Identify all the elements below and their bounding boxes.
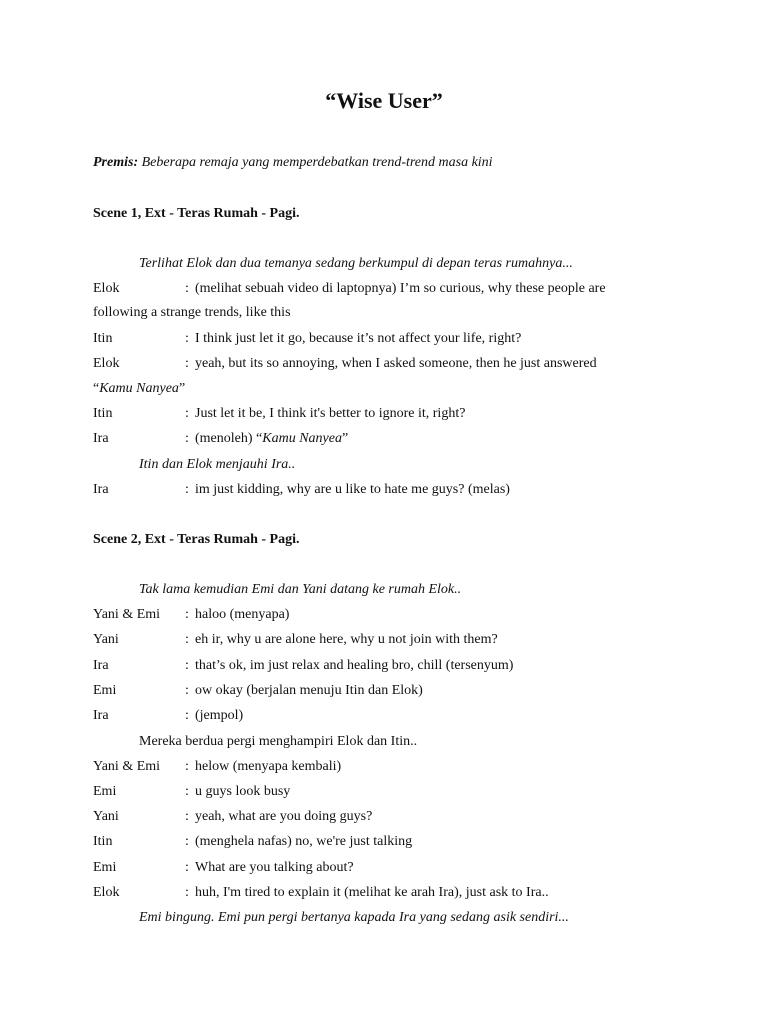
dialogue-text: eh ir, why u are alone here, why u not join with them?	[195, 632, 498, 647]
speaker: Yani & Emi	[93, 759, 161, 774]
dialogue-text: (melihat sebuah video di laptopnya) I’m so curious, why these people are	[195, 281, 606, 296]
dialogue-line	[93, 279, 693, 299]
colon: :	[185, 281, 189, 296]
colon: :	[185, 809, 189, 824]
dialogue-line	[93, 782, 693, 802]
open-quote: “	[93, 381, 100, 396]
dialogue-line	[93, 883, 693, 903]
speaker: Yani	[93, 632, 119, 647]
colon: :	[185, 406, 189, 421]
dialogue-line	[93, 630, 693, 650]
dialogue-text: (menghela nafas) no, we're just talking	[195, 834, 413, 849]
speaker: Itin	[93, 331, 113, 346]
speaker: Itin	[93, 406, 113, 421]
speaker: Yani & Emi	[93, 607, 161, 622]
speaker: Emi	[93, 860, 117, 875]
colon: :	[185, 885, 189, 900]
speaker: Ira	[93, 482, 109, 497]
dialogue-line	[93, 832, 693, 852]
dialogue-text: that’s ok, im just relax and healing bro, chill (tersenyum)	[195, 658, 514, 673]
stage-direction: Mereka berdua pergi menghampiri Elok dan Itin..	[139, 734, 418, 749]
colon: :	[185, 860, 189, 875]
colon: :	[185, 834, 189, 849]
dialogue-continuation	[93, 379, 185, 399]
colon: :	[185, 607, 189, 622]
colon: :	[185, 658, 189, 673]
dialogue-line	[93, 807, 693, 827]
colon: :	[185, 632, 189, 647]
speaker: Ira	[93, 658, 109, 673]
colon: :	[185, 331, 189, 346]
dialogue-line	[93, 681, 693, 701]
dialogue-line	[93, 354, 693, 374]
dialogue-text: yeah, what are you doing guys?	[195, 809, 373, 824]
dialogue-line	[93, 329, 693, 349]
dialogue-prefix: (menoleh) “	[195, 431, 263, 446]
dialogue-continuation: following a strange trends, like this	[93, 305, 291, 320]
scene-1-intro: Terlihat Elok dan dua temanya sedang berkumpul di depan teras rumahnya...	[139, 256, 573, 271]
dialogue-line	[93, 429, 693, 449]
scene-2-intro: Tak lama kemudian Emi dan Yani datang ke rumah Elok..	[139, 582, 462, 597]
scene-2-heading: Scene 2, Ext - Teras Rumah - Pagi.	[93, 532, 300, 547]
colon: :	[185, 482, 189, 497]
speaker: Elok	[93, 885, 120, 900]
dialogue-line	[93, 480, 693, 500]
close-quote: ”	[341, 431, 349, 446]
premise-line	[93, 153, 493, 173]
colon: :	[185, 683, 189, 698]
dialogue-text	[195, 429, 348, 449]
dialogue-text: What are you talking about?	[195, 860, 354, 875]
colon: :	[185, 759, 189, 774]
quoted-phrase: Kamu Nanyea	[99, 381, 179, 396]
dialogue-text: u guys look busy	[195, 784, 291, 799]
colon: :	[185, 431, 189, 446]
colon: :	[185, 356, 189, 371]
colon: :	[185, 708, 189, 723]
dialogue-line	[93, 656, 693, 676]
premise-label: Premis:	[93, 155, 139, 170]
dialogue-text: ow okay (berjalan menuju Itin dan Elok)	[195, 683, 423, 698]
colon: :	[185, 784, 189, 799]
speaker: Elok	[93, 356, 120, 371]
dialogue-text: yeah, but its so annoying, when I asked someone, then he just answered	[195, 356, 597, 371]
dialogue-text: im just kidding, why are u like to hate me guys? (melas)	[195, 482, 510, 497]
dialogue-line	[93, 858, 693, 878]
dialogue-text: haloo (menyapa)	[195, 607, 290, 622]
close-quote: ”	[178, 381, 186, 396]
speaker: Itin	[93, 834, 113, 849]
speaker: Ira	[93, 708, 109, 723]
dialogue-line	[93, 605, 693, 625]
speaker: Emi	[93, 683, 117, 698]
dialogue-line	[93, 706, 693, 726]
stage-direction: Itin dan Elok menjauhi Ira..	[139, 457, 296, 472]
dialogue-line	[93, 404, 693, 424]
stage-direction: Emi bingung. Emi pun pergi bertanya kapada Ira yang sedang asik sendiri...	[139, 910, 569, 925]
speaker: Elok	[93, 281, 120, 296]
dialogue-line	[93, 757, 693, 777]
dialogue-text: huh, I'm tired to explain it (melihat ke arah Ira), just ask to Ira..	[195, 885, 549, 900]
scene-1-heading: Scene 1, Ext - Teras Rumah - Pagi.	[93, 206, 300, 221]
premise-text: Beberapa remaja yang memperdebatkan trend-trend masa kini	[138, 155, 493, 170]
dialogue-text: helow (menyapa kembali)	[195, 759, 342, 774]
dialogue-text: (jempol)	[195, 708, 244, 723]
dialogue-text: Just let it be, I think it's better to ignore it, right?	[195, 406, 466, 421]
dialogue-text: I think just let it go, because it’s not affect your life, right?	[195, 331, 522, 346]
document-title: “Wise User”	[325, 88, 443, 113]
speaker: Emi	[93, 784, 117, 799]
speaker: Ira	[93, 431, 109, 446]
speaker: Yani	[93, 809, 119, 824]
quoted-phrase: Kamu Nanyea	[262, 431, 342, 446]
